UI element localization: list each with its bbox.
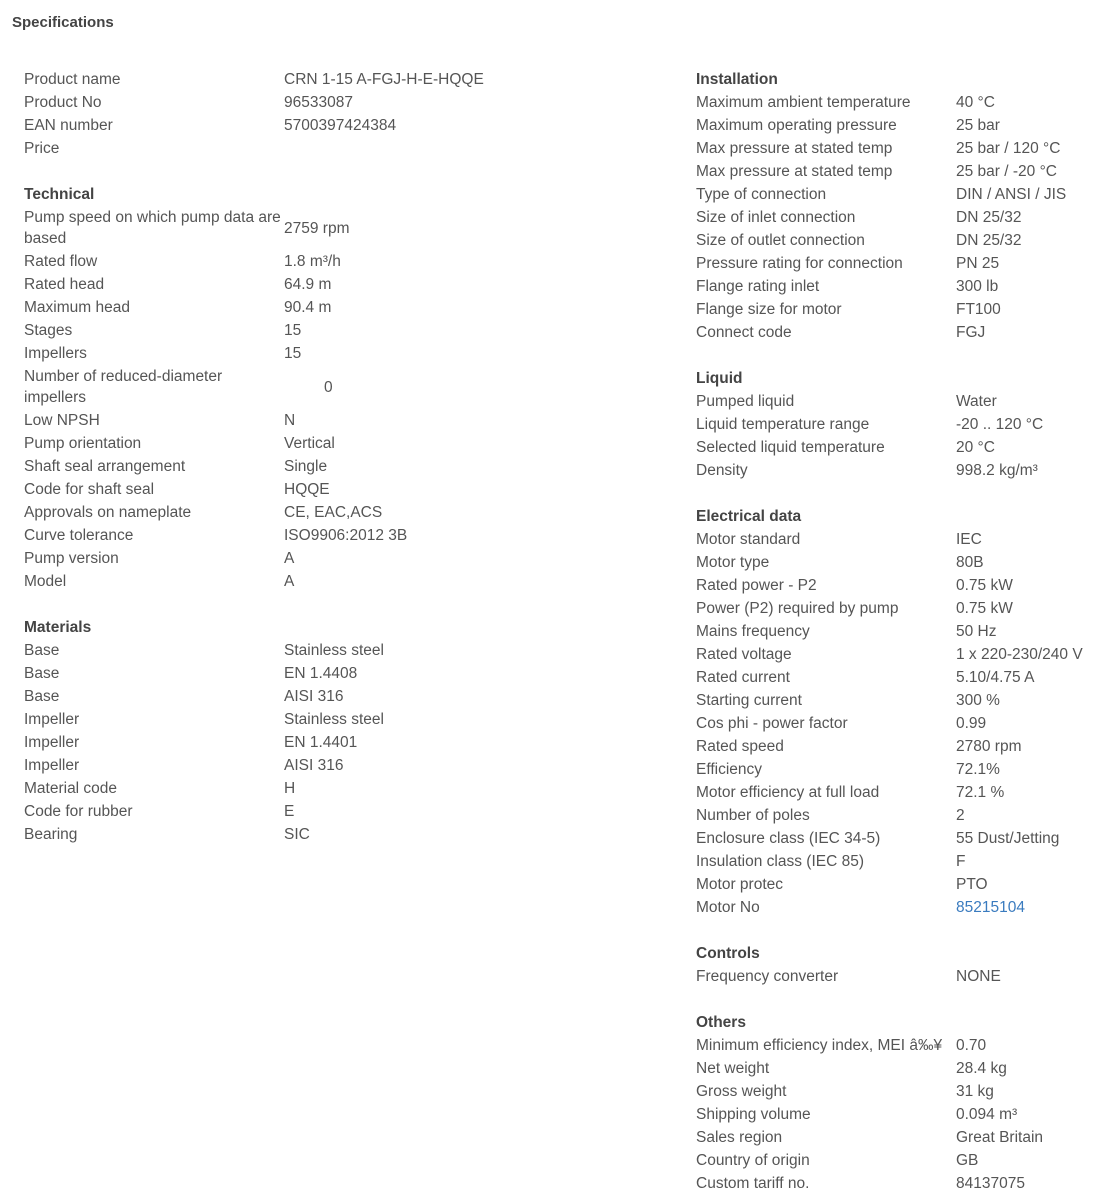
spec-value: H [284,780,296,797]
spec-row [696,91,1096,114]
spec-row [24,478,544,501]
spec-value: Stainless steel [284,642,384,659]
spec-label: Net weight [696,1060,770,1077]
section-title-installation: Installation [696,71,778,88]
spec-label: Enclosure class (IEC 34-5) [696,830,881,847]
motor-no-link[interactable]: 85215104 [956,899,1025,916]
spec-row [24,68,544,91]
spec-label: Maximum ambient temperature [696,94,911,111]
spec-label: Motor standard [696,531,801,548]
spec-row [696,643,1096,666]
spec-row [696,850,1096,873]
right-column [696,68,1096,1195]
spec-label: Motor No [696,899,760,916]
spec-label: Impeller [24,757,80,774]
spec-label: Insulation class (IEC 85) [696,853,864,870]
spec-label: Number of reduced-diameter impellers [24,368,223,406]
spec-value: Great Britain [956,1129,1044,1146]
spec-row [696,1034,1096,1057]
spec-label: Material code [24,780,118,797]
spec-row [696,298,1096,321]
spec-label: Selected liquid temperature [696,439,885,456]
section-title-materials: Materials [24,619,92,636]
spec-value: 84137075 [956,1175,1025,1192]
spec-label: Gross weight [696,1083,787,1100]
spec-label: Code for rubber [24,803,133,820]
section-title-controls: Controls [696,945,760,962]
spec-label: Pump version [24,550,119,567]
spec-value: 1 x 220-230/240 V [956,646,1083,663]
spec-value: DIN / ANSI / JIS [956,186,1067,203]
spec-value: 0.75 kW [956,600,1013,617]
spec-value: 28.4 kg [956,1060,1007,1077]
spec-row [24,250,544,273]
spec-row [696,1103,1096,1126]
spec-row [696,873,1096,896]
spec-value: N [284,412,296,429]
spec-label: Impeller [24,734,80,751]
spec-value: 300 % [956,692,1000,709]
spec-row [24,91,544,114]
spec-row [696,413,1096,436]
spec-value: 55 Dust/Jetting [956,830,1060,847]
spec-row [696,321,1096,344]
spec-label: Flange rating inlet [696,278,820,295]
spec-row [24,114,544,137]
spec-row [696,1057,1096,1080]
spec-value: 0.094 m³ [956,1106,1018,1123]
spec-row [24,823,544,846]
spec-label: EAN number [24,117,113,134]
spec-value: DN 25/32 [956,232,1022,249]
spec-value: 2759 rpm [284,219,350,237]
spec-row [24,137,544,160]
spec-row [696,206,1096,229]
spec-row [24,662,544,685]
spec-value: AISI 316 [284,688,344,705]
spec-row [696,827,1096,850]
spec-value: 90.4 m [284,299,332,316]
spec-value: 0.75 kW [956,577,1013,594]
spec-value: 64.9 m [284,276,332,293]
spec-value: GB [956,1152,979,1169]
spec-label: Type of connection [696,186,827,203]
spec-label: Shaft seal arrangement [24,458,186,475]
spec-value: Stainless steel [284,711,384,728]
spec-row [696,804,1096,827]
spec-label: Max pressure at stated temp [696,140,893,157]
spec-row [24,432,544,455]
spec-value: EN 1.4401 [284,734,358,751]
spec-value: SIC [284,826,310,843]
spec-label: Motor protec [696,876,784,893]
section-title-technical: Technical [24,186,95,203]
spec-value: 5700397424384 [284,117,397,134]
spec-label: Pump speed on which pump data are based [24,209,281,247]
spec-row [696,183,1096,206]
spec-label: Pumped liquid [696,393,795,410]
spec-value: PN 25 [956,255,1000,272]
spec-label: Rated power - P2 [696,577,817,594]
section-title-liquid: Liquid [696,370,743,387]
spec-value: E [284,803,295,820]
spec-value: Water [956,393,997,410]
spec-row [696,137,1096,160]
spec-label: Frequency converter [696,968,839,985]
spec-row [696,712,1096,735]
spec-row [24,639,544,662]
spec-row [696,666,1096,689]
spec-label: Curve tolerance [24,527,134,544]
spec-label: Motor efficiency at full load [696,784,880,801]
spec-value: 25 bar / -20 °C [956,163,1057,180]
spec-row [696,229,1096,252]
spec-row [24,501,544,524]
spec-label: Base [24,665,60,682]
spec-row [696,551,1096,574]
spec-row [696,1080,1096,1103]
spec-row [24,708,544,731]
spec-value: 31 kg [956,1083,994,1100]
spec-label: Flange size for motor [696,301,842,318]
spec-row [24,754,544,777]
spec-row [696,1149,1096,1172]
spec-label: Custom tariff no. [696,1175,810,1192]
spec-row [696,528,1096,551]
spec-row [696,459,1096,482]
spec-label: Pressure rating for connection [696,255,903,272]
spec-label: Connect code [696,324,792,341]
spec-row [24,731,544,754]
spec-row [24,800,544,823]
spec-row [24,365,544,409]
spec-row [24,455,544,478]
spec-value: 72.1% [956,761,1000,778]
spec-value: 1.8 m³/h [284,253,341,270]
spec-row [696,689,1096,712]
spec-label: Minimum efficiency index, MEI â‰¥ [696,1037,943,1054]
spec-label: Density [696,462,748,479]
spec-row [696,436,1096,459]
spec-row [24,685,544,708]
spec-label: Product No [24,94,102,111]
spec-row [696,597,1096,620]
spec-row [24,273,544,296]
spec-row [24,777,544,800]
spec-label: Rated speed [696,738,784,755]
spec-value: F [956,853,966,870]
spec-label: Max pressure at stated temp [696,163,893,180]
spec-label: Sales region [696,1129,783,1146]
spec-row [696,735,1096,758]
spec-label: Rated flow [24,253,98,270]
spec-value: 80B [956,554,984,571]
spec-label: Approvals on nameplate [24,504,192,521]
spec-value: FGJ [956,324,986,341]
spec-label: Base [24,642,60,659]
spec-label: Motor type [696,554,770,571]
spec-label: Impellers [24,345,87,362]
section-title-others: Others [696,1014,746,1031]
spec-label: Number of poles [696,807,810,824]
spec-value: 0.99 [956,715,987,732]
spec-value: 15 [284,345,302,362]
spec-row [696,252,1096,275]
spec-value: 25 bar [956,117,1000,134]
spec-value: PTO [956,876,988,893]
spec-value: DN 25/32 [956,209,1022,226]
spec-value: 40 °C [956,94,995,111]
spec-value: ISO9906:2012 3B [284,527,408,544]
page-title: Specifications [12,14,114,31]
spec-row [696,758,1096,781]
spec-value: 25 bar / 120 °C [956,140,1061,157]
spec-row [696,1172,1096,1195]
spec-row [696,965,1096,988]
spec-label: Impeller [24,711,80,728]
spec-row [24,206,544,250]
spec-value: 72.1 % [956,784,1005,801]
spec-label: Rated head [24,276,105,293]
spec-value: HQQE [284,481,330,498]
spec-value: EN 1.4408 [284,665,358,682]
spec-value: -20 .. 120 °C [956,416,1044,433]
spec-label: Liquid temperature range [696,416,870,433]
spec-value: CE, EAC,ACS [284,504,383,521]
spec-value: 5.10/4.75 A [956,669,1035,686]
spec-row [696,896,1096,919]
spec-row [696,1126,1096,1149]
spec-label: Country of origin [696,1152,810,1169]
spec-value: NONE [956,968,1001,985]
spec-label: Rated voltage [696,646,792,663]
spec-row [696,160,1096,183]
spec-label: Size of inlet connection [696,209,856,226]
spec-label: Size of outlet connection [696,232,865,249]
spec-value: 300 lb [956,278,999,295]
spec-label: Rated current [696,669,790,686]
spec-value: 998.2 kg/m³ [956,462,1038,479]
spec-row [696,114,1096,137]
spec-value: Vertical [284,435,335,452]
spec-label: Stages [24,322,73,339]
spec-value: Single [284,458,328,475]
spec-value: A [284,550,295,567]
spec-label: Pump orientation [24,435,142,452]
spec-row [24,570,544,593]
spec-row [24,319,544,342]
spec-value: 15 [284,322,302,339]
spec-label: Maximum head [24,299,130,316]
spec-value: CRN 1-15 A-FGJ-H-E-HQQE [284,71,484,88]
spec-row [24,524,544,547]
spec-value: 50 Hz [956,623,997,640]
spec-row [24,342,544,365]
spec-label: Power (P2) required by pump [696,600,899,617]
spec-value: 20 °C [956,439,995,456]
spec-row [696,781,1096,804]
spec-label: Starting current [696,692,802,709]
spec-value: A [284,573,295,590]
spec-value: 0 [324,378,333,396]
spec-label: Shipping volume [696,1106,811,1123]
spec-label: Code for shaft seal [24,481,155,498]
spec-value: 2 [956,807,965,824]
spec-label: Product name [24,71,121,88]
spec-label: Base [24,688,60,705]
spec-label: Cos phi - power factor [696,715,848,732]
spec-row [696,620,1096,643]
spec-label: Model [24,573,67,590]
spec-row [24,547,544,570]
spec-value: AISI 316 [284,757,344,774]
spec-label: Low NPSH [24,412,100,429]
spec-value: 96533087 [284,94,353,111]
spec-value: IEC [956,531,982,548]
spec-value: FT100 [956,301,1001,318]
spec-row [24,409,544,432]
spec-label: Price [24,140,60,157]
spec-row [696,390,1096,413]
spec-value: 0.70 [956,1037,987,1054]
left-column [24,68,544,846]
section-title-electrical: Electrical data [696,508,802,525]
spec-label: Bearing [24,826,78,843]
spec-value: 2780 rpm [956,738,1022,755]
spec-row [696,574,1096,597]
spec-label: Efficiency [696,761,763,778]
spec-label: Mains frequency [696,623,810,640]
spec-row [696,275,1096,298]
spec-label: Maximum operating pressure [696,117,897,134]
spec-row [24,296,544,319]
